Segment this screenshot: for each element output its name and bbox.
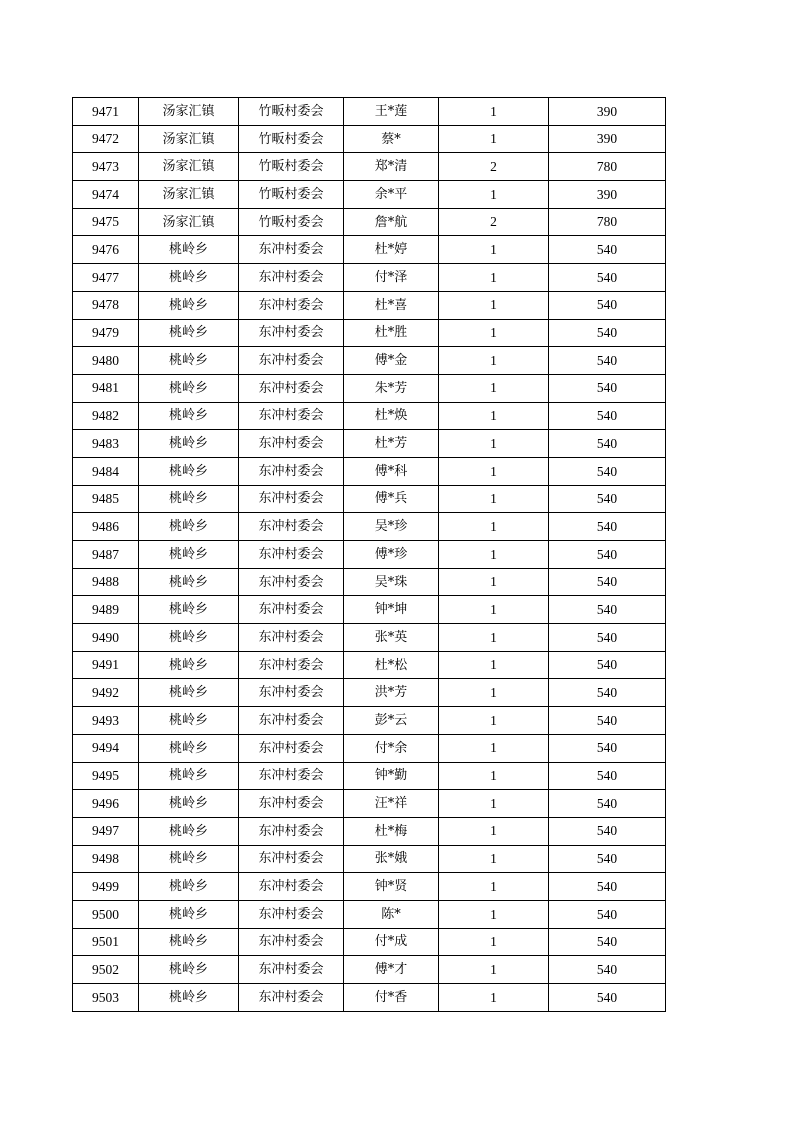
village-committee-cell: 东冲村委会 [239, 651, 344, 679]
village-committee-cell: 东冲村委会 [239, 319, 344, 347]
row-number-cell: 9495 [73, 762, 139, 790]
table-body [73, 98, 666, 1012]
township-cell: 桃岭乡 [139, 707, 239, 735]
row-number-cell: 9476 [73, 236, 139, 264]
count-cell: 2 [439, 153, 549, 181]
data-table [72, 97, 666, 1012]
row-number-cell: 9479 [73, 319, 139, 347]
village-committee-cell: 东冲村委会 [239, 264, 344, 292]
table-row [73, 98, 666, 126]
amount-cell: 540 [549, 568, 666, 596]
table-row [73, 845, 666, 873]
row-number-cell: 9496 [73, 790, 139, 818]
count-cell: 1 [439, 402, 549, 430]
table-row [73, 568, 666, 596]
township-cell: 桃岭乡 [139, 402, 239, 430]
table-row [73, 984, 666, 1012]
person-name-cell: 蔡* [344, 125, 439, 153]
amount-cell: 540 [549, 291, 666, 319]
person-name-cell: 钟*坤 [344, 596, 439, 624]
person-name-cell: 彭*云 [344, 707, 439, 735]
village-committee-cell: 竹畈村委会 [239, 181, 344, 209]
row-number-cell: 9494 [73, 734, 139, 762]
village-committee-cell: 东冲村委会 [239, 956, 344, 984]
township-cell: 桃岭乡 [139, 319, 239, 347]
township-cell: 桃岭乡 [139, 568, 239, 596]
amount-cell: 540 [549, 762, 666, 790]
person-name-cell: 付*香 [344, 984, 439, 1012]
amount-cell: 540 [549, 873, 666, 901]
amount-cell: 390 [549, 125, 666, 153]
amount-cell: 390 [549, 181, 666, 209]
count-cell: 1 [439, 734, 549, 762]
table-row [73, 513, 666, 541]
amount-cell: 540 [549, 236, 666, 264]
row-number-cell: 9499 [73, 873, 139, 901]
amount-cell: 540 [549, 596, 666, 624]
person-name-cell: 陈* [344, 900, 439, 928]
person-name-cell: 余*平 [344, 181, 439, 209]
amount-cell: 540 [549, 734, 666, 762]
count-cell: 1 [439, 319, 549, 347]
count-cell: 1 [439, 485, 549, 513]
count-cell: 1 [439, 845, 549, 873]
township-cell: 桃岭乡 [139, 734, 239, 762]
township-cell: 桃岭乡 [139, 679, 239, 707]
count-cell: 1 [439, 762, 549, 790]
person-name-cell: 傅*兵 [344, 485, 439, 513]
count-cell: 1 [439, 264, 549, 292]
village-committee-cell: 东冲村委会 [239, 541, 344, 569]
township-cell: 桃岭乡 [139, 513, 239, 541]
count-cell: 1 [439, 984, 549, 1012]
person-name-cell: 傅*金 [344, 347, 439, 375]
amount-cell: 540 [549, 347, 666, 375]
amount-cell: 540 [549, 402, 666, 430]
count-cell: 1 [439, 900, 549, 928]
village-committee-cell: 东冲村委会 [239, 734, 344, 762]
village-committee-cell: 东冲村委会 [239, 873, 344, 901]
count-cell: 2 [439, 208, 549, 236]
village-committee-cell: 竹畈村委会 [239, 125, 344, 153]
row-number-cell: 9492 [73, 679, 139, 707]
person-name-cell: 杜*芳 [344, 430, 439, 458]
person-name-cell: 张*娥 [344, 845, 439, 873]
row-number-cell: 9485 [73, 485, 139, 513]
table-row [73, 402, 666, 430]
amount-cell: 540 [549, 928, 666, 956]
table-row [73, 347, 666, 375]
table-row [73, 264, 666, 292]
township-cell: 汤家汇镇 [139, 125, 239, 153]
row-number-cell: 9487 [73, 541, 139, 569]
person-name-cell: 杜*喜 [344, 291, 439, 319]
township-cell: 桃岭乡 [139, 624, 239, 652]
amount-cell: 540 [549, 457, 666, 485]
count-cell: 1 [439, 541, 549, 569]
table-row [73, 873, 666, 901]
amount-cell: 390 [549, 98, 666, 126]
count-cell: 1 [439, 98, 549, 126]
row-number-cell: 9477 [73, 264, 139, 292]
village-committee-cell: 东冲村委会 [239, 347, 344, 375]
count-cell: 1 [439, 928, 549, 956]
row-number-cell: 9472 [73, 125, 139, 153]
count-cell: 1 [439, 817, 549, 845]
table-row [73, 236, 666, 264]
village-committee-cell: 东冲村委会 [239, 790, 344, 818]
table-row [73, 900, 666, 928]
table-row [73, 817, 666, 845]
village-committee-cell: 东冲村委会 [239, 900, 344, 928]
table-row [73, 125, 666, 153]
count-cell: 1 [439, 513, 549, 541]
township-cell: 桃岭乡 [139, 928, 239, 956]
table-row [73, 956, 666, 984]
amount-cell: 540 [549, 984, 666, 1012]
township-cell: 桃岭乡 [139, 430, 239, 458]
township-cell: 桃岭乡 [139, 541, 239, 569]
row-number-cell: 9489 [73, 596, 139, 624]
count-cell: 1 [439, 790, 549, 818]
count-cell: 1 [439, 679, 549, 707]
village-committee-cell: 东冲村委会 [239, 513, 344, 541]
amount-cell: 780 [549, 208, 666, 236]
row-number-cell: 9503 [73, 984, 139, 1012]
amount-cell: 540 [549, 264, 666, 292]
amount-cell: 540 [549, 319, 666, 347]
person-name-cell: 郑*清 [344, 153, 439, 181]
count-cell: 1 [439, 956, 549, 984]
amount-cell: 540 [549, 817, 666, 845]
township-cell: 桃岭乡 [139, 790, 239, 818]
village-committee-cell: 竹畈村委会 [239, 98, 344, 126]
person-name-cell: 钟*勤 [344, 762, 439, 790]
township-cell: 桃岭乡 [139, 900, 239, 928]
table-row [73, 624, 666, 652]
table-row [73, 485, 666, 513]
amount-cell: 540 [549, 651, 666, 679]
table-row [73, 541, 666, 569]
row-number-cell: 9474 [73, 181, 139, 209]
row-number-cell: 9491 [73, 651, 139, 679]
count-cell: 1 [439, 236, 549, 264]
township-cell: 桃岭乡 [139, 984, 239, 1012]
count-cell: 1 [439, 430, 549, 458]
person-name-cell: 杜*梅 [344, 817, 439, 845]
person-name-cell: 付*余 [344, 734, 439, 762]
table-row [73, 291, 666, 319]
township-cell: 汤家汇镇 [139, 98, 239, 126]
count-cell: 1 [439, 596, 549, 624]
person-name-cell: 傅*珍 [344, 541, 439, 569]
row-number-cell: 9486 [73, 513, 139, 541]
village-committee-cell: 竹畈村委会 [239, 153, 344, 181]
amount-cell: 540 [549, 790, 666, 818]
table-row [73, 679, 666, 707]
person-name-cell: 付*泽 [344, 264, 439, 292]
township-cell: 桃岭乡 [139, 873, 239, 901]
table-row [73, 319, 666, 347]
row-number-cell: 9488 [73, 568, 139, 596]
township-cell: 桃岭乡 [139, 457, 239, 485]
township-cell: 桃岭乡 [139, 374, 239, 402]
row-number-cell: 9490 [73, 624, 139, 652]
village-committee-cell: 东冲村委会 [239, 236, 344, 264]
township-cell: 桃岭乡 [139, 291, 239, 319]
amount-cell: 540 [549, 374, 666, 402]
table-row [73, 374, 666, 402]
count-cell: 1 [439, 707, 549, 735]
village-committee-cell: 东冲村委会 [239, 624, 344, 652]
amount-cell: 540 [549, 485, 666, 513]
table-row [73, 208, 666, 236]
village-committee-cell: 东冲村委会 [239, 817, 344, 845]
count-cell: 1 [439, 873, 549, 901]
row-number-cell: 9497 [73, 817, 139, 845]
row-number-cell: 9500 [73, 900, 139, 928]
amount-cell: 540 [549, 900, 666, 928]
row-number-cell: 9475 [73, 208, 139, 236]
village-committee-cell: 东冲村委会 [239, 402, 344, 430]
person-name-cell: 洪*芳 [344, 679, 439, 707]
amount-cell: 540 [549, 845, 666, 873]
township-cell: 桃岭乡 [139, 817, 239, 845]
village-committee-cell: 竹畈村委会 [239, 208, 344, 236]
person-name-cell: 吴*珠 [344, 568, 439, 596]
village-committee-cell: 东冲村委会 [239, 374, 344, 402]
person-name-cell: 杜*焕 [344, 402, 439, 430]
village-committee-cell: 东冲村委会 [239, 291, 344, 319]
row-number-cell: 9471 [73, 98, 139, 126]
row-number-cell: 9482 [73, 402, 139, 430]
count-cell: 1 [439, 568, 549, 596]
row-number-cell: 9480 [73, 347, 139, 375]
count-cell: 1 [439, 181, 549, 209]
table-row [73, 707, 666, 735]
township-cell: 汤家汇镇 [139, 208, 239, 236]
amount-cell: 540 [549, 956, 666, 984]
person-name-cell: 杜*松 [344, 651, 439, 679]
person-name-cell: 钟*贤 [344, 873, 439, 901]
table-row [73, 734, 666, 762]
row-number-cell: 9473 [73, 153, 139, 181]
amount-cell: 540 [549, 513, 666, 541]
person-name-cell: 张*英 [344, 624, 439, 652]
person-name-cell: 汪*祥 [344, 790, 439, 818]
table-row [73, 762, 666, 790]
village-committee-cell: 东冲村委会 [239, 707, 344, 735]
row-number-cell: 9478 [73, 291, 139, 319]
village-committee-cell: 东冲村委会 [239, 845, 344, 873]
table-row [73, 457, 666, 485]
row-number-cell: 9502 [73, 956, 139, 984]
person-name-cell: 付*成 [344, 928, 439, 956]
count-cell: 1 [439, 291, 549, 319]
row-number-cell: 9498 [73, 845, 139, 873]
table-row [73, 651, 666, 679]
amount-cell: 540 [549, 430, 666, 458]
amount-cell: 540 [549, 707, 666, 735]
village-committee-cell: 东冲村委会 [239, 762, 344, 790]
person-name-cell: 朱*芳 [344, 374, 439, 402]
table-row [73, 928, 666, 956]
village-committee-cell: 东冲村委会 [239, 430, 344, 458]
person-name-cell: 傅*才 [344, 956, 439, 984]
row-number-cell: 9501 [73, 928, 139, 956]
township-cell: 桃岭乡 [139, 845, 239, 873]
township-cell: 桃岭乡 [139, 596, 239, 624]
township-cell: 汤家汇镇 [139, 181, 239, 209]
village-committee-cell: 东冲村委会 [239, 568, 344, 596]
village-committee-cell: 东冲村委会 [239, 596, 344, 624]
table-row [73, 153, 666, 181]
person-name-cell: 吴*珍 [344, 513, 439, 541]
township-cell: 汤家汇镇 [139, 153, 239, 181]
count-cell: 1 [439, 374, 549, 402]
village-committee-cell: 东冲村委会 [239, 928, 344, 956]
amount-cell: 540 [549, 679, 666, 707]
township-cell: 桃岭乡 [139, 762, 239, 790]
row-number-cell: 9484 [73, 457, 139, 485]
count-cell: 1 [439, 457, 549, 485]
amount-cell: 780 [549, 153, 666, 181]
count-cell: 1 [439, 125, 549, 153]
table-row [73, 181, 666, 209]
township-cell: 桃岭乡 [139, 651, 239, 679]
village-committee-cell: 东冲村委会 [239, 984, 344, 1012]
village-committee-cell: 东冲村委会 [239, 679, 344, 707]
row-number-cell: 9493 [73, 707, 139, 735]
table-row [73, 596, 666, 624]
person-name-cell: 詹*航 [344, 208, 439, 236]
person-name-cell: 傅*科 [344, 457, 439, 485]
village-committee-cell: 东冲村委会 [239, 485, 344, 513]
person-name-cell: 王*莲 [344, 98, 439, 126]
count-cell: 1 [439, 651, 549, 679]
township-cell: 桃岭乡 [139, 485, 239, 513]
township-cell: 桃岭乡 [139, 236, 239, 264]
village-committee-cell: 东冲村委会 [239, 457, 344, 485]
township-cell: 桃岭乡 [139, 347, 239, 375]
table-row [73, 790, 666, 818]
row-number-cell: 9481 [73, 374, 139, 402]
amount-cell: 540 [549, 541, 666, 569]
count-cell: 1 [439, 624, 549, 652]
person-name-cell: 杜*胜 [344, 319, 439, 347]
amount-cell: 540 [549, 624, 666, 652]
row-number-cell: 9483 [73, 430, 139, 458]
township-cell: 桃岭乡 [139, 956, 239, 984]
count-cell: 1 [439, 347, 549, 375]
person-name-cell: 杜*婷 [344, 236, 439, 264]
table-row [73, 430, 666, 458]
township-cell: 桃岭乡 [139, 264, 239, 292]
